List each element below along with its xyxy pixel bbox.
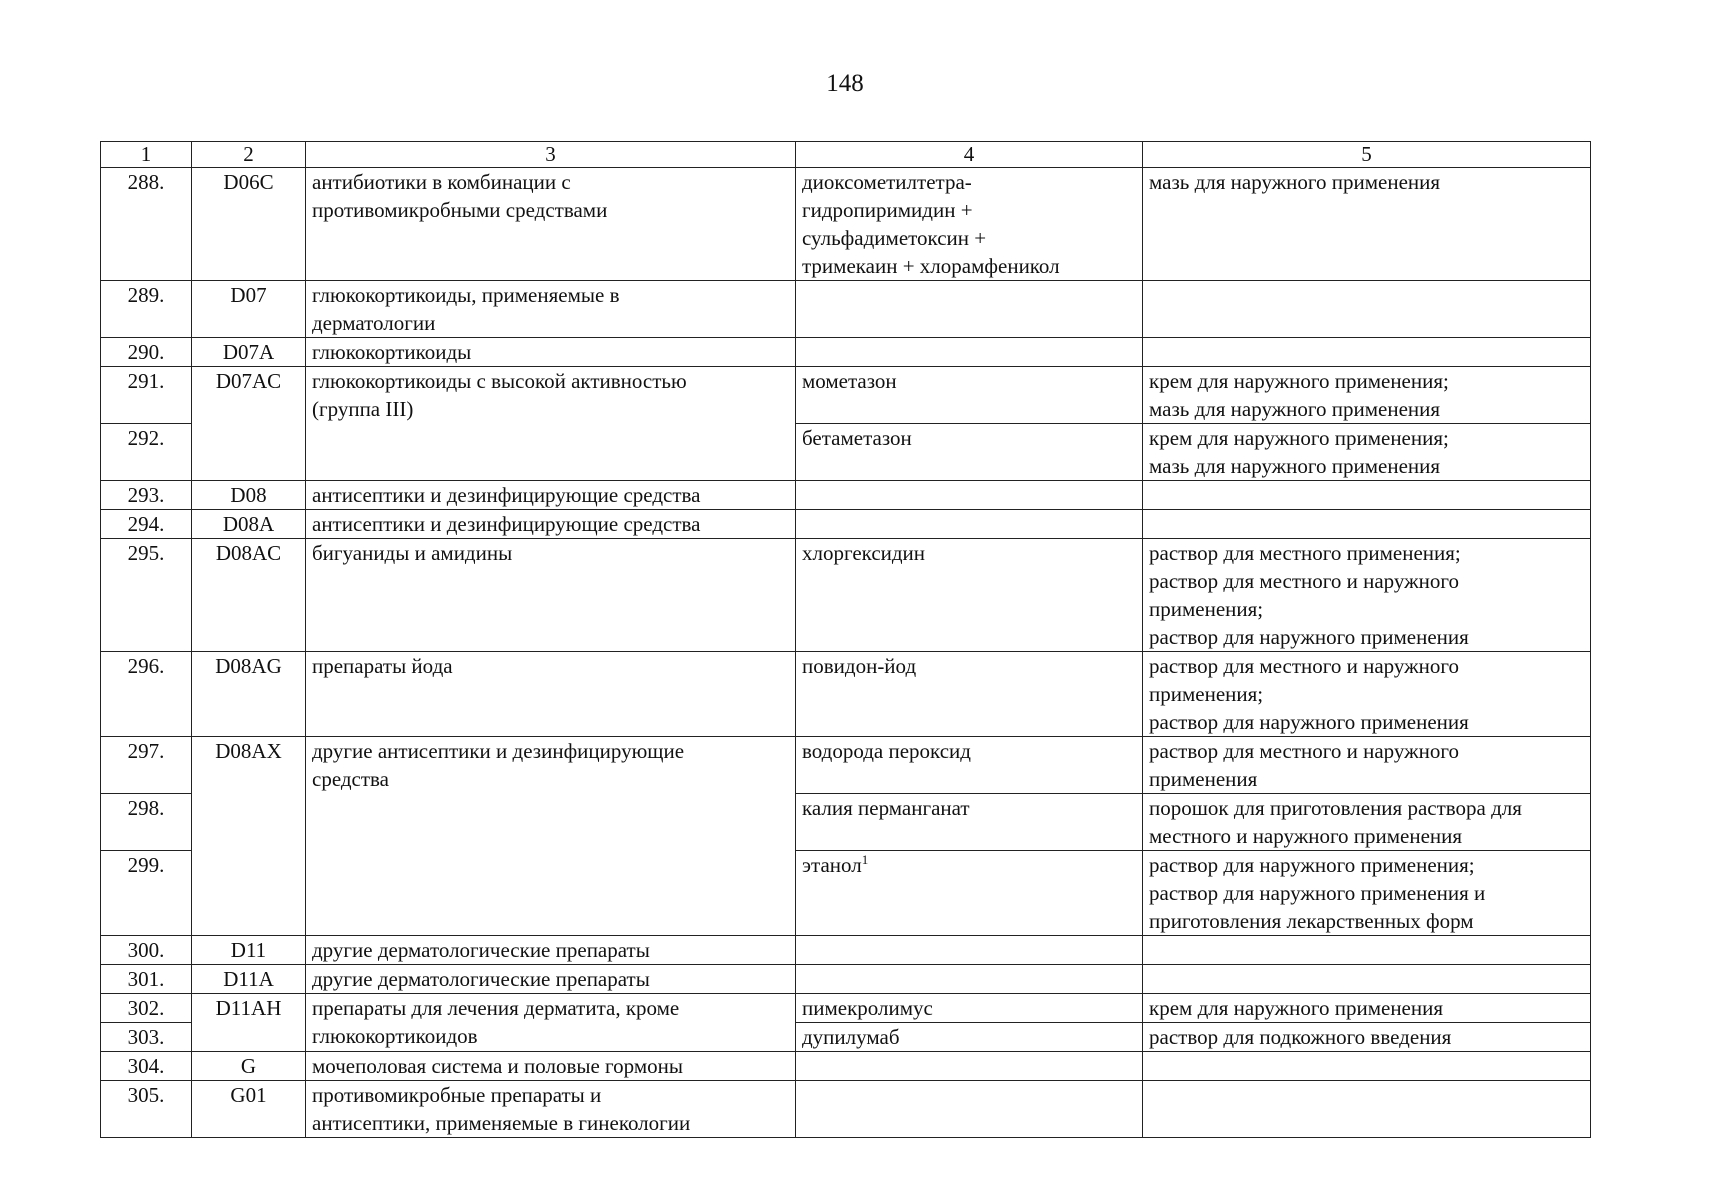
- row-number: 295.: [101, 539, 192, 652]
- atc-group-name: другие дерматологические препараты: [306, 936, 796, 965]
- column-header: 5: [1143, 142, 1591, 168]
- table-row: [101, 367, 1591, 424]
- table-row: [101, 338, 1591, 367]
- dosage-form: [1143, 338, 1591, 367]
- row-number: 289.: [101, 281, 192, 338]
- column-header: 2: [192, 142, 306, 168]
- drug-name: водорода пероксид: [796, 737, 1143, 794]
- row-number: 302.: [101, 994, 192, 1023]
- atc-code: D11: [192, 936, 306, 965]
- drug-name: [796, 851, 1143, 936]
- medication-table: [100, 141, 1591, 1138]
- drug-name: [796, 338, 1143, 367]
- dosage-form: раствор для местного применения; раствор для местного и наружного применения; раствор для наружного применения: [1143, 539, 1591, 652]
- row-number: 296.: [101, 652, 192, 737]
- row-number: 292.: [101, 424, 192, 481]
- dosage-form: раствор для подкожного введения: [1143, 1023, 1591, 1052]
- drug-name: [796, 281, 1143, 338]
- atc-group-name: другие дерматологические препараты: [306, 965, 796, 994]
- dosage-form: порошок для приготовления раствора для местного и наружного применения: [1143, 794, 1591, 851]
- row-number: 291.: [101, 367, 192, 424]
- row-number: 290.: [101, 338, 192, 367]
- dosage-form: [1143, 936, 1591, 965]
- table-row: [101, 1052, 1591, 1081]
- table-row: [101, 1081, 1591, 1138]
- table-row: [101, 965, 1591, 994]
- drug-name: бетаметазон: [796, 424, 1143, 481]
- dosage-form: крем для наружного применения: [1143, 994, 1591, 1023]
- table-row: [101, 737, 1591, 794]
- drug-name: [796, 1052, 1143, 1081]
- atc-code: G: [192, 1052, 306, 1081]
- row-number: 304.: [101, 1052, 192, 1081]
- row-number: 301.: [101, 965, 192, 994]
- atc-group-name: глюкокортикоиды с высокой активностью (группа III): [306, 367, 796, 481]
- footnote-marker: 1: [861, 852, 869, 867]
- dosage-form: [1143, 281, 1591, 338]
- row-number: 293.: [101, 481, 192, 510]
- atc-group-name: бигуаниды и амидины: [306, 539, 796, 652]
- atc-code: D08AX: [192, 737, 306, 936]
- atc-group-name: антисептики и дезинфицирующие средства: [306, 481, 796, 510]
- table-row: [101, 281, 1591, 338]
- drug-name: пимекролимус: [796, 994, 1143, 1023]
- atc-code: D11AH: [192, 994, 306, 1052]
- atc-code: D06C: [192, 168, 306, 281]
- atc-code: D07AC: [192, 367, 306, 481]
- dosage-form: раствор для местного и наружного применения: [1143, 737, 1591, 794]
- drug-name: [796, 936, 1143, 965]
- row-number: 299.: [101, 851, 192, 936]
- dosage-form: [1143, 1081, 1591, 1138]
- atc-group-name: глюкокортикоиды, применяемые в дерматологии: [306, 281, 796, 338]
- atc-code: D11A: [192, 965, 306, 994]
- atc-group-name: антисептики и дезинфицирующие средства: [306, 510, 796, 539]
- column-header: 1: [101, 142, 192, 168]
- dosage-form: [1143, 510, 1591, 539]
- atc-code: G01: [192, 1081, 306, 1138]
- atc-code: D08A: [192, 510, 306, 539]
- drug-name: мометазон: [796, 367, 1143, 424]
- drug-name: [796, 481, 1143, 510]
- atc-code: D07A: [192, 338, 306, 367]
- drug-name-text: этанол: [802, 853, 862, 877]
- drug-name: повидон-йод: [796, 652, 1143, 737]
- row-number: 294.: [101, 510, 192, 539]
- table-row: [101, 539, 1591, 652]
- row-number: 303.: [101, 1023, 192, 1052]
- row-number: 305.: [101, 1081, 192, 1138]
- dosage-form: крем для наружного применения; мазь для наружного применения: [1143, 367, 1591, 424]
- column-number-row: [101, 142, 1591, 168]
- page-number: 148: [826, 70, 864, 97]
- drug-name: хлоргексидин: [796, 539, 1143, 652]
- table-row: [101, 652, 1591, 737]
- table-row: [101, 994, 1591, 1023]
- dosage-form: крем для наружного применения; мазь для наружного применения: [1143, 424, 1591, 481]
- dosage-form: [1143, 1052, 1591, 1081]
- atc-code: D08AC: [192, 539, 306, 652]
- atc-code: D07: [192, 281, 306, 338]
- drug-name: калия перманганат: [796, 794, 1143, 851]
- dosage-form: раствор для местного и наружного применения; раствор для наружного применения: [1143, 652, 1591, 737]
- dosage-form: раствор для наружного применения; раствор для наружного применения и приготовления лекарственных форм: [1143, 851, 1591, 936]
- drug-name: [796, 510, 1143, 539]
- atc-group-name: препараты для лечения дерматита, кроме глюкокортикоидов: [306, 994, 796, 1052]
- table-row: [101, 510, 1591, 539]
- row-number: 288.: [101, 168, 192, 281]
- dosage-form: [1143, 481, 1591, 510]
- atc-code: D08: [192, 481, 306, 510]
- table-row: [101, 168, 1591, 281]
- row-number: 300.: [101, 936, 192, 965]
- drug-name: [796, 1081, 1143, 1138]
- column-header: 4: [796, 142, 1143, 168]
- atc-group-name: мочеполовая система и половые гормоны: [306, 1052, 796, 1081]
- drug-name: дупилумаб: [796, 1023, 1143, 1052]
- table-row: [101, 936, 1591, 965]
- table-row: [101, 481, 1591, 510]
- dosage-form: [1143, 965, 1591, 994]
- dosage-form: мазь для наружного применения: [1143, 168, 1591, 281]
- atc-group-name: глюкокортикоиды: [306, 338, 796, 367]
- column-header: 3: [306, 142, 796, 168]
- atc-group-name: препараты йода: [306, 652, 796, 737]
- row-number: 297.: [101, 737, 192, 794]
- atc-group-name: противомикробные препараты и антисептики, применяемые в гинекологии: [306, 1081, 796, 1138]
- atc-group-name: антибиотики в комбинации с противомикробными средствами: [306, 168, 796, 281]
- drug-name: [796, 965, 1143, 994]
- atc-code: D08AG: [192, 652, 306, 737]
- row-number: 298.: [101, 794, 192, 851]
- drug-name: диоксометилтетра- гидропиримидин + сульфадиметоксин + тримекаин + хлорамфеникол: [796, 168, 1143, 281]
- atc-group-name: другие антисептики и дезинфицирующие средства: [306, 737, 796, 936]
